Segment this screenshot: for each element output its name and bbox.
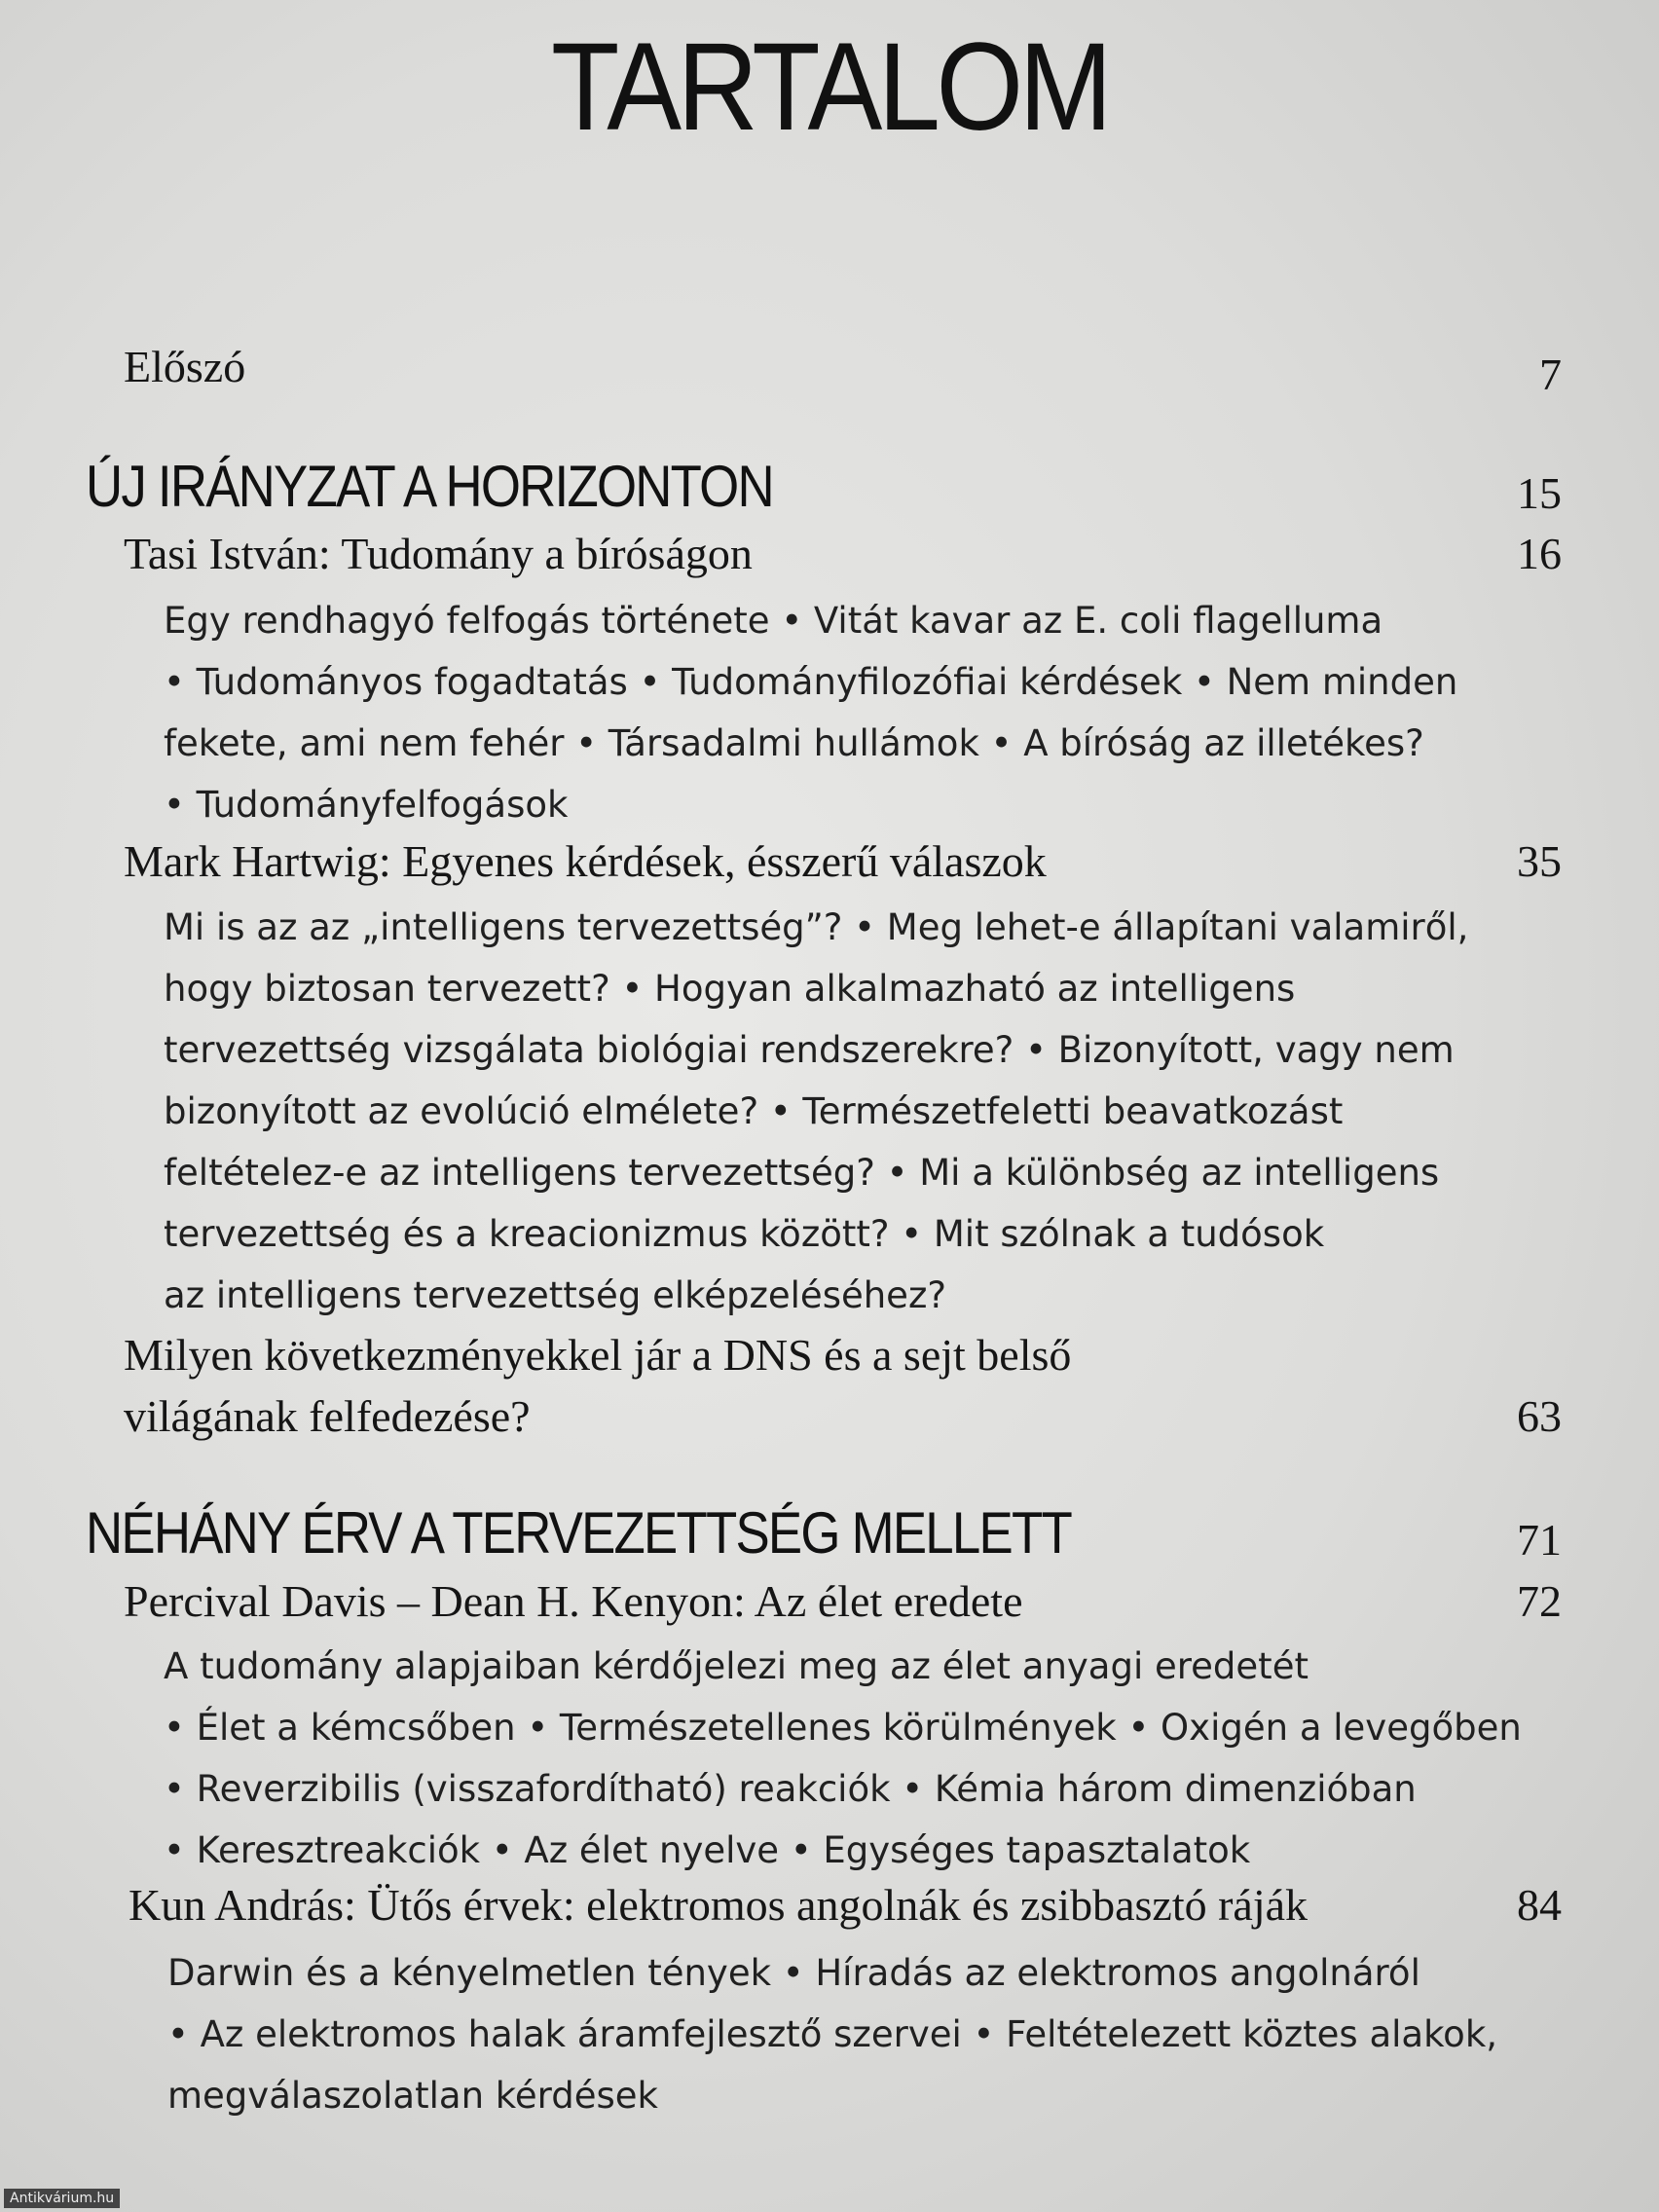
- description-line: tervezettség vizsgálata biológiai rendszerekre? • Bizonyított, vagy nem: [164, 1029, 1455, 1071]
- description-line: hogy biztosan tervezett? • Hogyan alkalmazható az intelligens: [164, 968, 1296, 1010]
- toc-page-number: 16: [1517, 529, 1562, 578]
- description-line: feltételez-e az intelligens tervezettség? • Mi a különbség az intelligens: [164, 1152, 1440, 1194]
- toc-entry-title: Kun András: Ütős érvek: elektromos angolnák és zsibbasztó ráják: [129, 1880, 1309, 1930]
- toc-entry-title: Milyen következményekkel jár a DNS és a sejt belső: [124, 1330, 1072, 1380]
- description-line: az intelligens tervezettség elképzeléséhez?: [164, 1274, 947, 1316]
- description-line: • Tudományfelfogások: [164, 784, 569, 826]
- page-title: TARTALOM: [550, 18, 1109, 157]
- toc-page-number: 35: [1517, 836, 1562, 886]
- description-line: Mi is az az „intelligens tervezettség”? • Meg lehet-e állapítani valamiről,: [164, 906, 1469, 948]
- toc-entry-title: Percival Davis – Dean H. Kenyon: Az élet eredete: [124, 1576, 1023, 1626]
- description-line: Darwin és a kényelmetlen tények • Híradás az elektromos angolnáról: [167, 1952, 1420, 1994]
- toc-page-number: 7: [1539, 350, 1562, 399]
- watermark: Antikvárium.hu: [4, 2189, 120, 2208]
- toc-page-number: 84: [1517, 1880, 1562, 1930]
- description-line: A tudomány alapjaiban kérdőjelezi meg az élet anyagi eredetét: [164, 1645, 1309, 1687]
- toc-entry-description: [164, 897, 1527, 1326]
- description-line: Egy rendhagyó felfogás története • Vitát kavar az E. coli flagelluma: [164, 600, 1383, 642]
- description-line: • Reverzibilis (visszafordítható) reakciók • Kémia három dimenzióban: [164, 1768, 1417, 1810]
- description-line: fekete, ami nem fehér • Társadalmi hullámok • A bíróság az illetékes?: [164, 722, 1424, 764]
- description-line: tervezettség és a kreacionizmus között? • Mit szólnak a tudósok: [164, 1213, 1325, 1255]
- toc-entry-description: [164, 590, 1527, 835]
- toc-page-number: 72: [1517, 1576, 1562, 1626]
- section-heading: ÚJ IRÁNYZAT A HORIZONTON: [86, 454, 773, 519]
- toc-entry-title: világának felfedezése?: [124, 1391, 531, 1441]
- toc-page-number: 63: [1517, 1391, 1562, 1441]
- toc-entry-description: [164, 1636, 1527, 1881]
- toc-entry-title: Tasi István: Tudomány a bíróságon: [124, 529, 753, 578]
- description-line: • Keresztreakciók • Az élet nyelve • Egységes tapasztalatok: [164, 1829, 1251, 1871]
- toc-entry-title: Mark Hartwig: Egyenes kérdések, ésszerű válaszok: [124, 836, 1047, 886]
- description-line: • Tudományos fogadtatás • Tudományfilozófiai kérdések • Nem minden: [164, 661, 1458, 703]
- description-line: • Élet a kémcsőben • Természetellenes körülmények • Oxigén a levegőben: [164, 1707, 1522, 1749]
- toc-entry-description: [167, 1942, 1530, 2126]
- toc-page-number: 71: [1517, 1515, 1562, 1565]
- toc-entry-foreword: Előszó: [124, 342, 246, 391]
- description-line: megválaszolatlan kérdések: [167, 2075, 658, 2117]
- description-line: • Az elektromos halak áramfejlesztő szervei • Feltételezett köztes alakok,: [167, 2013, 1498, 2055]
- toc-page-number: 15: [1517, 468, 1562, 518]
- section-heading: NÉHÁNY ÉRV A TERVEZETTSÉG MELLETT: [86, 1500, 1071, 1566]
- description-line: bizonyított az evolúció elmélete? • Természetfeletti beavatkozást: [164, 1090, 1344, 1132]
